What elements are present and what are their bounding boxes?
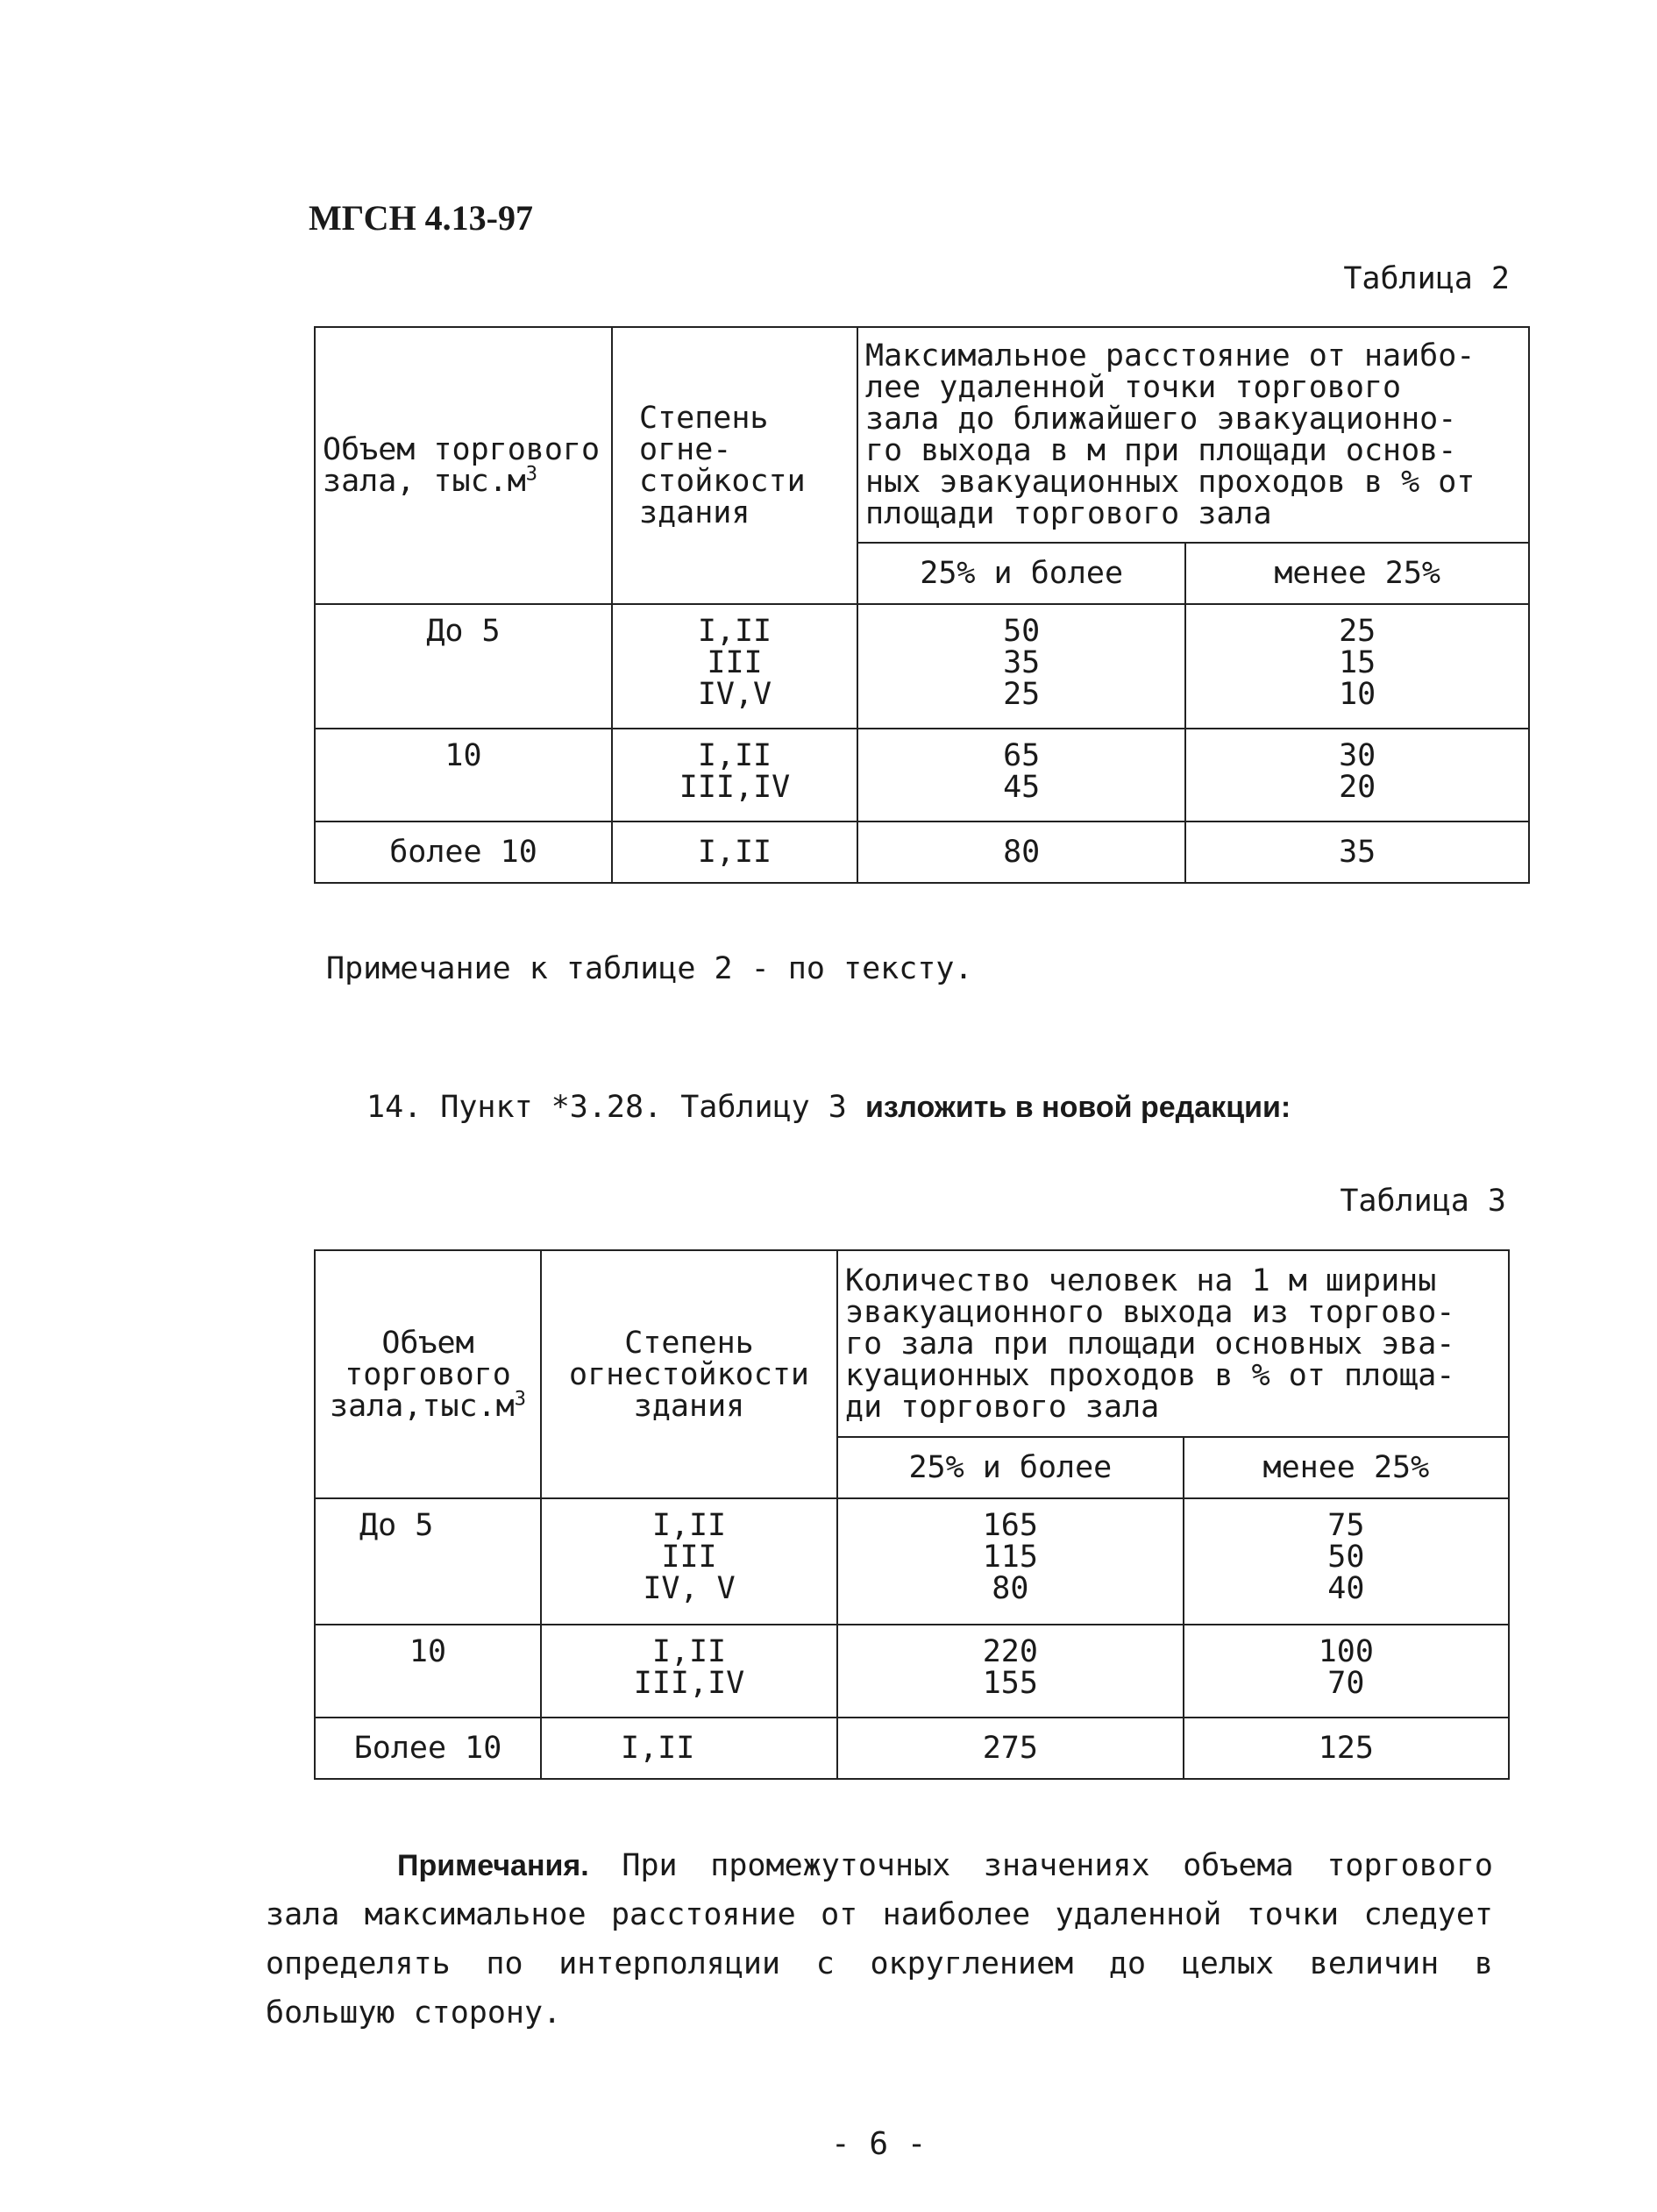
table2-cell-degree: I,II xyxy=(612,821,857,883)
table-row xyxy=(315,604,1529,729)
table2-group-header: Максимальное расстояние от наибо- лее удаленной точки торгового зала до ближайшего эвакуационно- го выхода в м при площади основ- ных эвакуационных проходов в % от площади торгового зала xyxy=(857,327,1529,543)
table2-subheader-2: менее 25% xyxy=(1185,543,1529,604)
table-row xyxy=(315,729,1529,821)
item-14 xyxy=(366,1090,1291,1125)
notes-title: Примечания. xyxy=(397,1849,589,1882)
table3-subheader-2: менее 25% xyxy=(1184,1437,1509,1498)
table3-cell-volume: Более 10 xyxy=(315,1718,541,1779)
table2-cell-v2: 30 20 xyxy=(1185,729,1529,821)
notes-text: При промежуточных значениях объема торгового зала максимальное расстояние от наиболее удаленной точки следует определять по интерполяции с округлением до целых величин в большую сторону. xyxy=(266,1848,1493,2031)
table2-col1-header: Объем торгового зала, $тыс.м^3$ xyxy=(315,327,612,604)
table2-cell-v1: 80 xyxy=(857,821,1185,883)
table2-cell-degree: I,II III IV,V xyxy=(612,604,857,729)
table2-note: Примечание к таблице 2 - по тексту. xyxy=(326,951,973,986)
table3-cell-degree: I,II xyxy=(541,1718,837,1779)
notes-paragraph xyxy=(266,1841,1493,2038)
table2-col2-header: Степень огне- стойкости здания xyxy=(612,327,857,604)
table-row xyxy=(315,821,1529,883)
table2-cell-volume: 10 xyxy=(315,729,612,821)
table2-cell-degree: I,II III,IV xyxy=(612,729,857,821)
table3-subheader-1: 25% и более xyxy=(837,1437,1184,1498)
table2-cell-v2: 35 xyxy=(1185,821,1529,883)
table-row xyxy=(315,1718,1509,1779)
table3-col2-header: Степень огнестойкости здания xyxy=(541,1250,837,1498)
table3-cell-degree: I,II III IV, V xyxy=(541,1498,837,1625)
table3-cell-v2: 125 xyxy=(1184,1718,1509,1779)
table2-cell-v2: 25 15 10 xyxy=(1185,604,1529,729)
table3-col1-header: Объем торгового $зала,тыс.м^3$ xyxy=(315,1250,541,1498)
table2-cell-v1: 50 35 25 xyxy=(857,604,1185,729)
table3-cell-volume: 10 xyxy=(315,1625,541,1718)
table2 xyxy=(314,326,1530,884)
table3 xyxy=(314,1249,1510,1780)
table-row xyxy=(315,1498,1509,1625)
table2-cell-v1: 65 45 xyxy=(857,729,1185,821)
table3-cell-volume: До 5 xyxy=(315,1498,541,1625)
table3-caption: Таблица 3 xyxy=(1340,1184,1506,1219)
table-row xyxy=(315,1625,1509,1718)
document-code: МГСН 4.13-97 xyxy=(309,198,533,238)
table2-cell-volume: более 10 xyxy=(315,821,612,883)
item-14-bold-text: изложить в новой редакции: xyxy=(864,1091,1291,1124)
item-14-text: 14. Пункт *3.28. Таблицу 3 xyxy=(366,1090,865,1125)
table3-cell-v1: 220 155 xyxy=(837,1625,1184,1718)
table3-cell-v1: 165 115 80 xyxy=(837,1498,1184,1625)
table3-cell-degree: I,II III,IV xyxy=(541,1625,837,1718)
page-number: - 6 - xyxy=(831,2126,927,2162)
table3-cell-v1: 275 xyxy=(837,1718,1184,1779)
table2-caption: Таблица 2 xyxy=(1343,261,1510,296)
table2-subheader-1: 25% и более xyxy=(857,543,1185,604)
table3-cell-v2: 75 50 40 xyxy=(1184,1498,1509,1625)
table3-group-header: Количество человек на 1 м ширины эвакуационного выхода из торгово- го зала при площади основных эва- куационных проходов в % от площа- ди торгового зала xyxy=(837,1250,1509,1437)
table2-cell-volume: До 5 xyxy=(315,604,612,729)
table3-cell-v2: 100 70 xyxy=(1184,1625,1509,1718)
